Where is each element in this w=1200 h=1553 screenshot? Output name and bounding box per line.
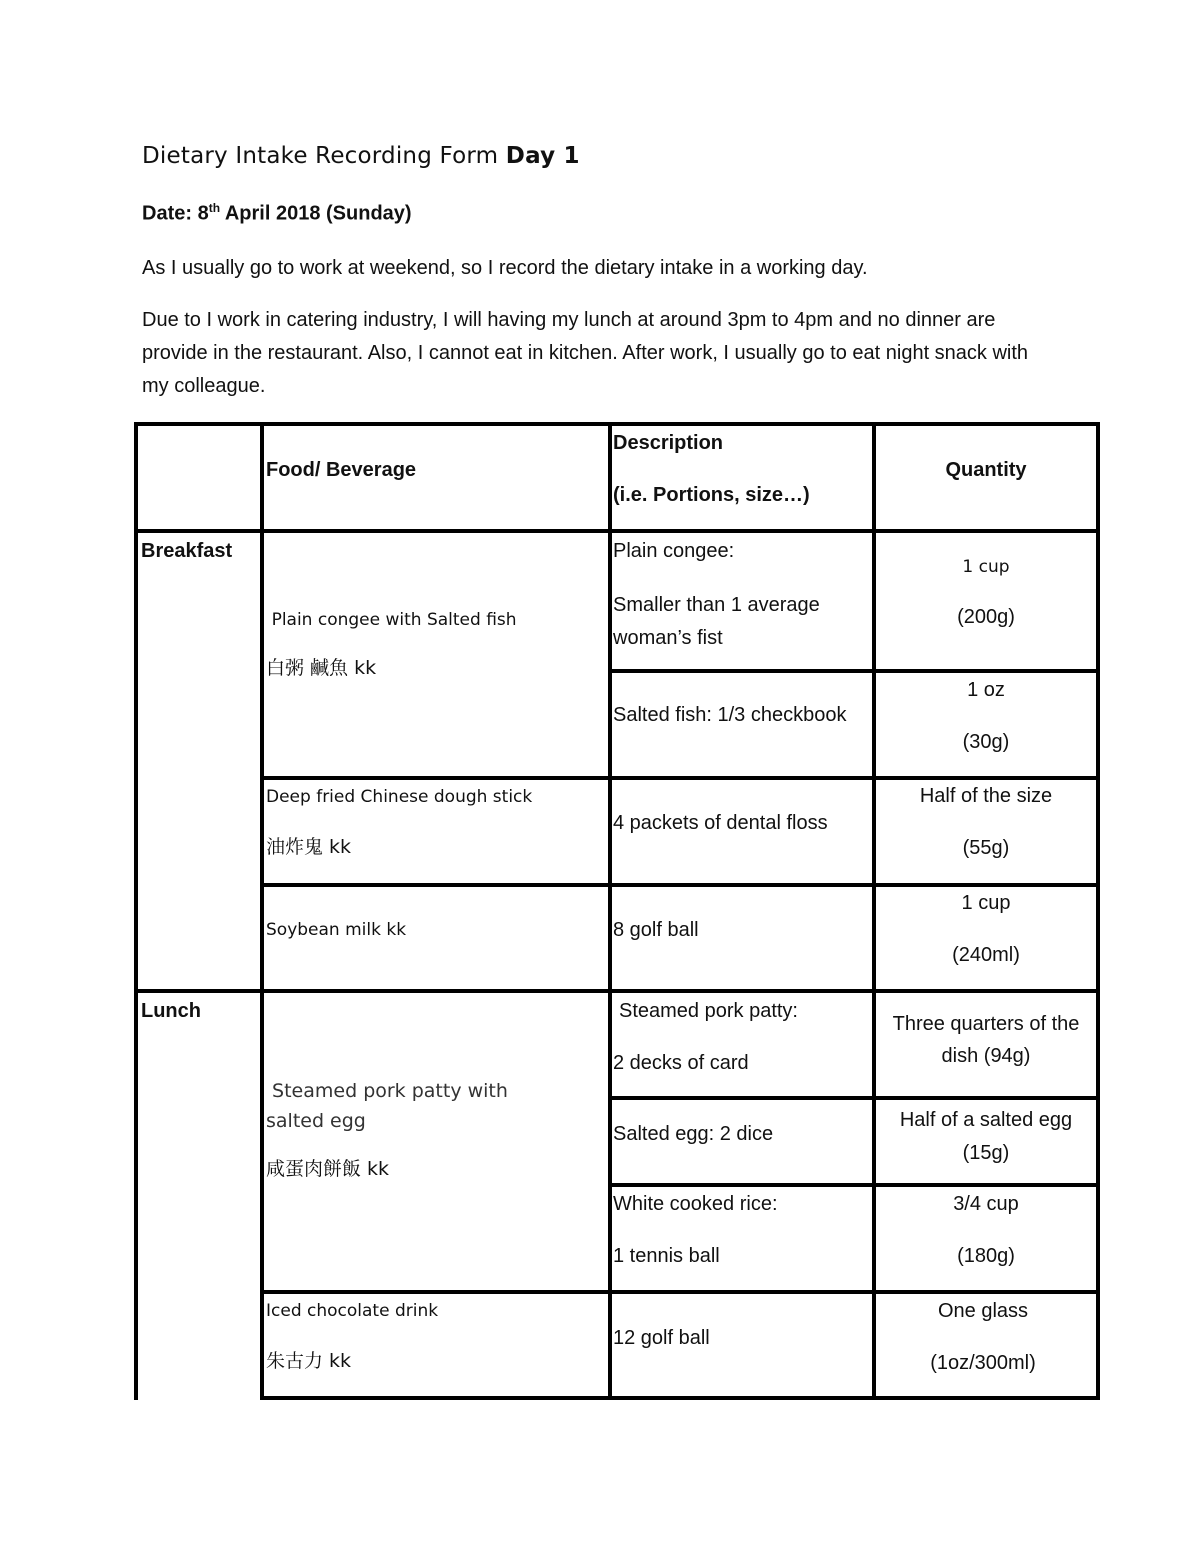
qty-soybean-milk-line2: (240ml)	[952, 944, 1020, 966]
qty-iced-chocolate	[873, 1298, 1093, 1376]
qty-congee-line2: (200g)	[957, 606, 1015, 628]
intro-paragraph-2: Due to I work in catering industry, I will having my lunch at around 3pm to 4pm and no dinner are provide in the restaurant. Also, I cannot eat in kitchen. After work, I usually go to eat night snack with my colleague.	[142, 309, 1029, 397]
header-description-line1: Description	[613, 432, 724, 454]
desc-rice-line1: White cooked rice:	[613, 1193, 778, 1215]
food-pork-patty	[266, 1076, 566, 1182]
food-congee-name: Plain congee with Salted fish	[271, 610, 517, 630]
qty-dough-stick-line2: (55g)	[962, 837, 1010, 859]
qty-soybean-milk	[876, 890, 1096, 968]
qty-rice-line2: (180g)	[957, 1245, 1015, 1267]
desc-rice-line2: 1 tennis ball	[613, 1245, 720, 1267]
title-text: Dietary Intake Recording Form	[142, 143, 506, 169]
qty-pork-patty: Three quarters of the dish (94g)	[892, 1013, 1080, 1067]
header-description	[613, 430, 810, 508]
food-dough-stick	[266, 784, 606, 860]
qty-soybean-milk-line1: 1 cup	[961, 892, 1011, 914]
food-dough-stick-chinese: 油炸鬼 kk	[266, 836, 352, 858]
document-title	[142, 143, 580, 169]
qty-congee	[876, 554, 1096, 630]
desc-soybean-milk: 8 golf ball	[613, 919, 699, 941]
date-line	[142, 201, 412, 226]
qty-salted-fish	[876, 677, 1096, 755]
food-dough-stick-name: Deep fried Chinese dough stick	[266, 787, 533, 807]
qty-salted-fish-line1: 1 oz	[967, 679, 1005, 701]
desc-salted-egg: Salted egg: 2 dice	[613, 1123, 774, 1145]
food-iced-chocolate-name: Iced chocolate drink	[266, 1301, 439, 1321]
qty-rice	[876, 1191, 1096, 1269]
date-rest: April 2018 (Sunday)	[220, 202, 412, 225]
food-soybean-milk: Soybean milk kk	[266, 920, 407, 940]
meal-breakfast: Breakfast	[141, 540, 233, 562]
qty-salted-egg: Half of a salted egg (15g)	[899, 1109, 1073, 1164]
header-quantity: Quantity	[945, 459, 1027, 481]
desc-pork-patty	[613, 998, 871, 1076]
food-congee-chinese: 白粥 鹹魚 kk	[266, 657, 377, 679]
desc-iced-chocolate: 12 golf ball	[613, 1327, 710, 1349]
food-pork-patty-chinese: 咸蛋肉餅飯 kk	[266, 1158, 390, 1180]
food-congee	[266, 606, 606, 681]
desc-pork-patty-line1: Steamed pork patty:	[619, 1000, 798, 1022]
title-day: Day 1	[505, 143, 580, 169]
date-label: Date: 8	[142, 202, 209, 225]
header-food: Food/ Beverage	[266, 459, 417, 481]
qty-dough-stick-line1: Half of the size	[919, 785, 1053, 807]
qty-salted-fish-line2: (30g)	[962, 731, 1010, 753]
qty-iced-chocolate-line2: (1oz/300ml)	[930, 1352, 1036, 1374]
food-iced-chocolate-chinese: 朱古力 kk	[266, 1350, 352, 1372]
food-iced-chocolate	[266, 1298, 606, 1374]
desc-congee-line2: Smaller than 1 average woman’s fist	[613, 594, 820, 649]
food-pork-patty-name: Steamed pork patty with salted egg	[266, 1080, 508, 1132]
desc-salted-fish: Salted fish: 1/3 checkbook	[613, 704, 847, 726]
intro-paragraph-1: As I usually go to work at weekend, so I record the dietary intake in a working day.	[142, 257, 868, 279]
desc-pork-patty-line2: 2 decks of card	[613, 1052, 749, 1074]
qty-dough-stick	[876, 783, 1096, 861]
qty-rice-line1: 3/4 cup	[953, 1193, 1019, 1215]
date-superscript: th	[208, 201, 221, 215]
desc-dough-stick: 4 packets of dental floss	[613, 812, 828, 834]
qty-iced-chocolate-line1: One glass	[937, 1300, 1029, 1322]
qty-congee-line1: 1 cup	[962, 557, 1010, 577]
header-description-line2: (i.e. Portions, size…)	[613, 484, 810, 506]
desc-congee	[613, 538, 868, 655]
meal-lunch: Lunch	[141, 1000, 201, 1022]
desc-congee-line1: Plain congee:	[613, 540, 735, 562]
desc-rice	[613, 1191, 871, 1269]
